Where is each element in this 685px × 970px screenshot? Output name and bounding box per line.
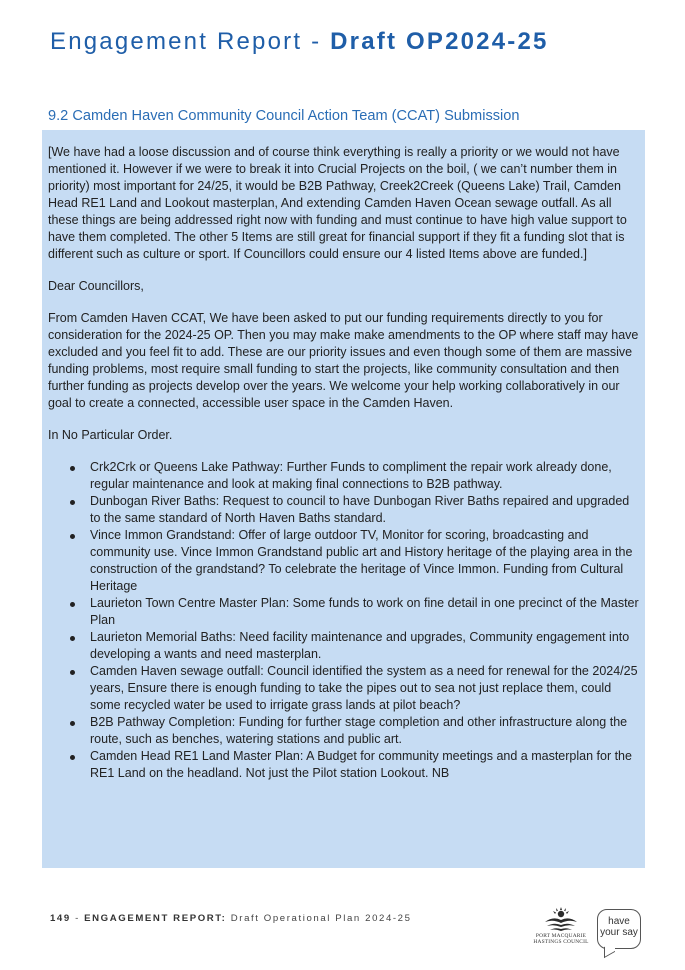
list-item: Camden Haven sewage outfall: Council identified the system as a need for renewal for the 2024/25 years, Ensure there is enough funding to take the pipes out to sea not just replace them, could some recycled water be used to irrigate grass lands at pilot beach? bbox=[90, 664, 638, 712]
footer-report-label: ENGAGEMENT REPORT: bbox=[84, 913, 227, 924]
title-draft: Draft OP2024-25 bbox=[330, 28, 549, 55]
page-number: 149 bbox=[50, 913, 71, 924]
council-logo bbox=[530, 905, 592, 957]
have-your-say-line-2: your say bbox=[600, 927, 638, 938]
list-item: Laurieton Memorial Baths: Need facility maintenance and upgrades, Community engagement into developing a wants and need masterplan. bbox=[90, 629, 639, 663]
list-item: Dunbogan River Baths: Request to council to have Dunbogan River Baths repaired and upgraded to the same standard of North Haven Baths standard. bbox=[90, 493, 639, 527]
section-heading: 9.2 Camden Haven Community Council Action Team (CCAT) Submission bbox=[48, 108, 520, 124]
list-item: Crk2Crk or Queens Lake Pathway: Further Funds to compliment the repair work already done, regular maintenance and look at making final connections to B2B pathway. bbox=[90, 459, 639, 493]
have-your-say-badge bbox=[597, 909, 641, 949]
list-item: Camden Head RE1 Land Master Plan: A Budget for community meetings and a masterplan for the RE1 Land on the headland. Not just the Pilot station Lookout. NB bbox=[90, 748, 639, 782]
page-title bbox=[50, 28, 549, 56]
title-prefix: Engagement Report - bbox=[50, 28, 331, 55]
submission-content bbox=[42, 130, 645, 868]
list-item: Vince Immon Grandstand: Offer of large outdoor TV, Monitor for scoring, broadcasting and community use. Vince Immon Grandstand public art and History heritage of the playing area in the construction of the grandstand? To celebrate the heritage of Vince Immon. Funding from Cultural Heritage bbox=[90, 527, 639, 595]
context-paragraph: From Camden Haven CCAT, We have been asked to put our funding requirements directly to you for consideration for the 2024-25 OP. Then you may make make amendments to the OP where staff may have excluded and you feel fit to add. These are our priority issues and even though some of them are massive funding problems, most require small funding to start the projects, like community consultation and then further funding as projects develop over the years. We welcome your help working collaboratively in our goal to create a connected, accessible user space in the Camden Haven. bbox=[48, 311, 639, 410]
order-note: In No Particular Order. bbox=[48, 428, 173, 442]
footer-separator: - bbox=[70, 913, 85, 924]
have-your-say-line-1: have bbox=[608, 916, 630, 927]
logo-line-1: PORT MACQUARIE bbox=[535, 933, 587, 939]
council-logo-icon bbox=[541, 905, 581, 933]
list-item: B2B Pathway Completion: Funding for further stage completion and other infrastructure along the route, such as benches, watering stations and public art. bbox=[90, 714, 639, 748]
logo-line-2: HASTINGS COUNCIL bbox=[533, 939, 589, 945]
footer-report-subtitle: Draft Operational Plan 2024-25 bbox=[226, 913, 412, 924]
page-footer bbox=[50, 913, 412, 924]
salutation: Dear Councillors, bbox=[48, 279, 144, 293]
list-item: Laurieton Town Centre Master Plan: Some funds to work on fine detail in one precinct of the Master Plan bbox=[90, 596, 639, 627]
priority-list bbox=[48, 459, 639, 782]
intro-paragraph: [We have had a loose discussion and of course think everything is really a priority or we would not have mentioned it. However if we were to break it into Crucial Projects on the boil, ( we can’t number them in priority) most important for 24/25, it would be B2B Pathway, Creek2Creek (Queens Lake) Trail, Camden Head RE1 Land and Lookout masterplan, And extending Camden Haven Ocean sewage outfall. As all these things are being addressed right now with funding and must continue to have high value support to have them completed. The other 5 Items are still great for financial support if they fit a funding slot that is different such as culture or sport. If Councillors could ensure our 4 listed Items above are funded.] bbox=[48, 145, 627, 261]
